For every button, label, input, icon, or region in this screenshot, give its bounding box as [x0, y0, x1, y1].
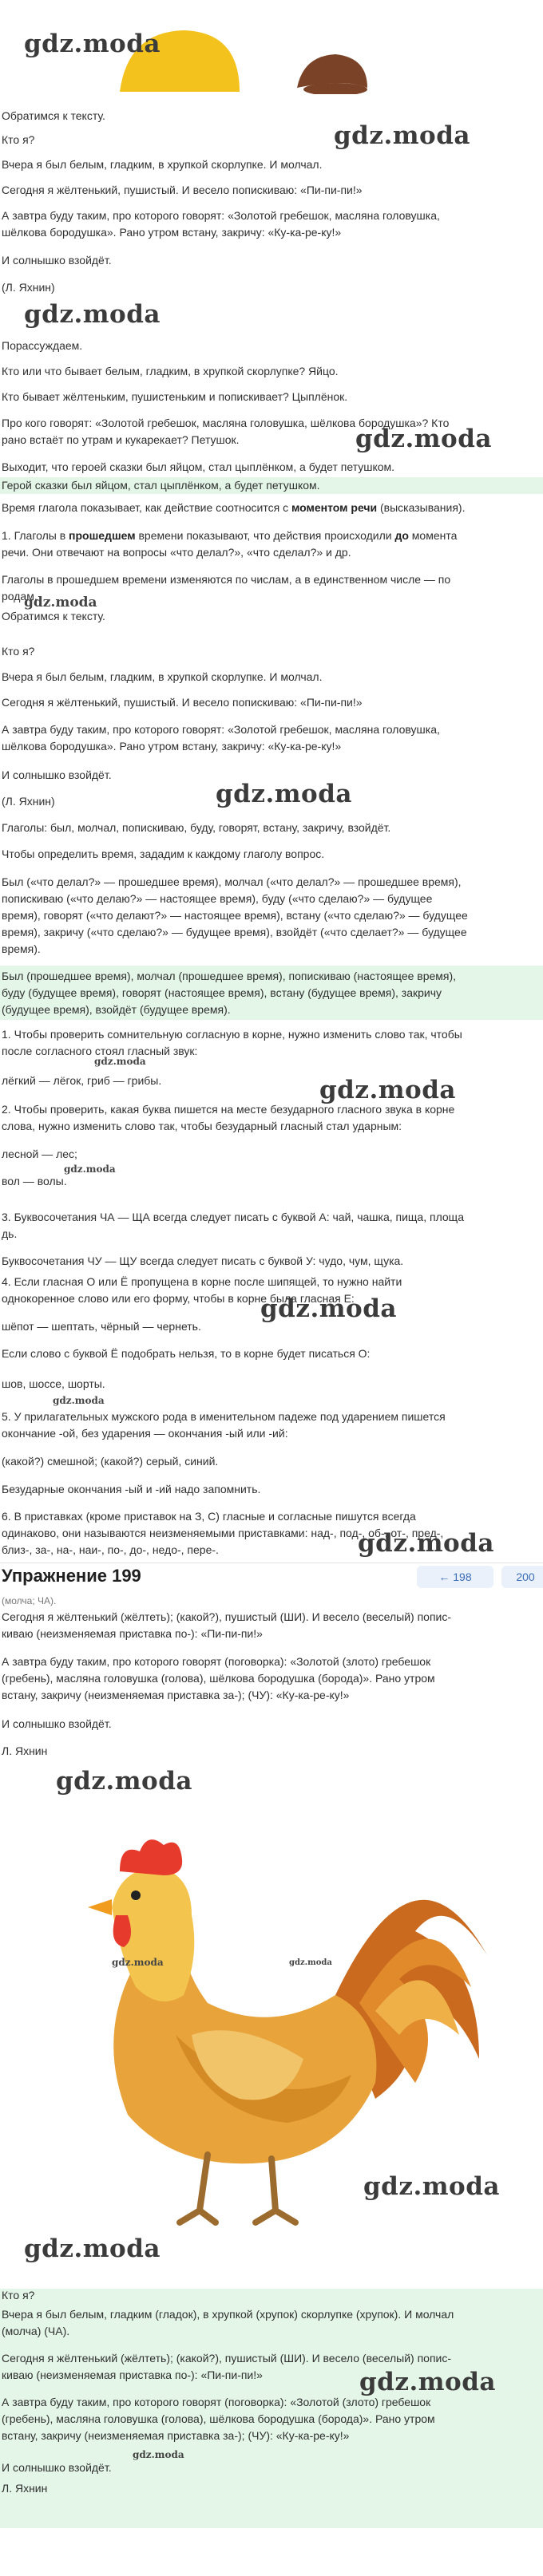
rule-text: Время глагола показывает, как действие соотносится с [2, 501, 291, 514]
text-line: киваю (неизменяемая приставка по-): «Пи-пи-пи!» [2, 2369, 263, 2381]
text-line: однокоренное слово или его форму, чтобы в корне была гласная Е: [2, 1292, 355, 1305]
text-line: (гребень), масляна головушка (голова), шёлкова бородушка (борода)». Рано утром [2, 1672, 435, 1685]
example-line: вол — волы. [2, 1175, 67, 1187]
answer-line: (будущее время), взойдёт (будущее время). [2, 1003, 231, 1016]
text-line: Выходит, что героей сказки был яйцом, стал цыплёнком, а будет петушком. [2, 460, 395, 473]
text-line: Кто бывает жёлтеньким, пушистеньким и попискивает? Цыплёнок. [2, 390, 348, 403]
text-line: Был («что делал?» — прошедшее время), молчал («что делал?» — прошедшее время), [2, 875, 462, 888]
next-exercise-button[interactable] [501, 1566, 543, 1588]
answer-line: Был (прошедшее время), молчал (прошедшее время), попискиваю (настоящее время), [2, 970, 457, 982]
text-line: А завтра буду таким, про которого говорят (поговорка): «Золотой (злото) гребешок [2, 1655, 431, 1668]
text-line: рано встаёт по утрам и кукарекает? Петушок. [2, 433, 240, 446]
watermark: gdz.moda [64, 1164, 116, 1175]
answer-line: Герой сказки был яйцом, стал цыплёнком, а будет петушком. [0, 477, 543, 494]
text-line: Глаголы в прошедшем времени изменяются по числам, а в единственном числе — по [2, 573, 451, 586]
watermark: gdz.moda [260, 1294, 397, 1323]
prev-exercise-button[interactable] [417, 1566, 493, 1588]
text-line: шёлкова бородушка». Рано утром встану, закричу: «Ку-ка-ре-ку!» [2, 740, 342, 753]
text-line: 1. Чтобы проверить сомнительную согласную в корне, нужно изменить слово так, чтобы [2, 1028, 462, 1041]
text-line: 4. Если гласная О или Ё пропущена в корне после шипящей, то нужно найти [2, 1275, 402, 1288]
text-line: речи. Они отвечают на вопросы «что делал?», «что сделал?» и др. [2, 546, 351, 559]
example-line: шов, шоссе, шорты. [2, 1377, 105, 1390]
text-line: 3. Буквосочетания ЧА — ЩА всегда следует писать с буквой А: чай, чашка, пища, площа [2, 1211, 464, 1223]
text-line: 2. Чтобы проверить, какая буква пишется на месте безударного гласного звука в корне [2, 1103, 455, 1116]
rule-text: момента [408, 529, 458, 542]
watermark: gdz.moda [24, 595, 97, 610]
exercise-title: Упражнение 199 [2, 1566, 141, 1586]
example-line: лесной — лес; [2, 1148, 77, 1160]
text-line: Л. Яхнин [2, 2482, 48, 2495]
watermark: gdz.moda [363, 2172, 500, 2201]
rule-bold: до [394, 529, 409, 542]
watermark: gdz.moda [24, 300, 161, 329]
watermark: gdz.moda [94, 1056, 146, 1067]
text-line: И солнышко взойдёт. [2, 254, 112, 267]
watermark: gdz.moda [53, 1395, 105, 1406]
rule-bold: моментом речи [291, 501, 378, 514]
text-line: Кто я? [2, 645, 35, 658]
text-line: Обратимся к тексту. [2, 610, 105, 622]
text-line: встану, закричу (неизменяемая приставка за-); (ЧУ): «Ку-ка-ре-ку!» [2, 1689, 350, 1701]
text-line: А завтра буду таким, про которого говорят: «Золотой гребешок, масляна головушка, [2, 723, 440, 736]
text-line: (какой?) смешной; (какой?) серый, синий. [2, 1455, 219, 1468]
rule-bold: прошедшем [69, 529, 136, 542]
watermark: gdz.moda [24, 30, 161, 58]
text-line: окончание -ой, без ударения — окончания -ый или -ий: [2, 1427, 288, 1440]
text-line: Кто я? [2, 133, 35, 146]
text-line: Л. Яхнин [2, 1744, 48, 1757]
rule-intro [2, 500, 540, 516]
text-line: Если слово с буквой Ё подобрать нельзя, то в корне будет писаться О: [2, 1347, 371, 1360]
example-line: лёгкий — лёгок, гриб — грибы. [2, 1074, 162, 1087]
text-line: одинаково, они называются неизменяемыми приставками: над-, под-, об-, от-, пред-, [2, 1527, 444, 1539]
text-line: А завтра буду таким, про которого говорят (поговорка): «Золотой (злото) гребешок [2, 2396, 431, 2408]
text-line: (Л. Яхнин) [2, 795, 55, 808]
text-line: Сегодня я жёлтенький (жёлтеть); (какой?), пушистый (ШИ). И весело (веселый) попис- [2, 2352, 452, 2365]
watermark: gdz.moda [216, 780, 352, 808]
watermark: gdz.moda [334, 121, 470, 150]
text-line: встану, закричу (неизменяемая приставка за-); (ЧУ): «Ку-ка-ре-ку!» [2, 2429, 350, 2442]
text-line: Кто я? [2, 2289, 35, 2301]
text-line: Глаголы: был, молчал, попискиваю, буду, говорят, встану, закричу, взойдёт. [2, 821, 391, 834]
prev-exercise-label: 198 [453, 1570, 472, 1583]
text-line: шёлкова бородушка». Рано утром встану, закричу: «Ку-ка-ре-ку!» [2, 226, 342, 239]
text-line: (молча) (ЧА). [2, 2325, 70, 2337]
text-line: время), говорят («что делают?» — настоящее время), встану («что сделаю?» — будущее [2, 909, 468, 922]
example-line: шёпот — шептать, чёрный — чернеть. [2, 1320, 201, 1333]
watermark: gdz.moda [359, 2368, 496, 2396]
text-line: (гребень), масляна головушка (голова), шёлкова бородушка (борода)». Рано утром [2, 2412, 435, 2425]
text-line: близ-, за-, на-, наи-, по-, до-, недо-, пере-. [2, 1543, 219, 1556]
rule-1 [2, 527, 540, 544]
text-line: Безударные окончания -ый и -ий надо запомнить. [2, 1483, 261, 1495]
text-line: попискиваю («что делаю?» — настоящее время), буду («что сделаю?» — будущее [2, 892, 433, 905]
watermark: gdz.moda [289, 1958, 332, 1967]
watermark: gdz.moda [319, 1076, 456, 1104]
text-line: Вчера я был белым, гладким, в хрупкой скорлупке. И молчал. [2, 670, 323, 683]
text-line: время). [2, 942, 41, 955]
rule-text: 1. Глаголы в [2, 529, 69, 542]
text-line: И солнышко взойдёт. [2, 1717, 112, 1730]
text-line: 5. У прилагательных мужского рода в именительном падеже под ударением пишется [2, 1410, 446, 1423]
text-line: Вчера я был белым, гладким, в хрупкой скорлупке. И молчал. [2, 158, 323, 171]
watermark: gdz.moda [24, 2234, 161, 2263]
next-exercise-label: 200 [516, 1570, 535, 1583]
text-line: Буквосочетания ЧУ — ЩУ всегда следует писать с буквой У: чудо, чум, щука. [2, 1254, 404, 1267]
text-line: (Л. Яхнин) [2, 281, 55, 294]
text-line: Кто или что бывает белым, гладким, в хрупкой скорлупке? Яйцо. [2, 365, 339, 377]
text-line: И солнышко взойдёт. [2, 768, 112, 781]
watermark: gdz.moda [355, 425, 492, 453]
answer-line: буду (будущее время), говорят (настоящее время), встану (будущее время), закричу [2, 986, 442, 999]
watermark: gdz.moda [358, 1529, 494, 1558]
text-line: И солнышко взойдёт. [2, 2461, 112, 2474]
text-line: Обратимся к тексту. [2, 109, 105, 122]
text-line: Сегодня я жёлтенький (жёлтеть); (какой?), пушистый (ШИ). И весело (веселый) попис- [2, 1610, 452, 1623]
text-line: киваю (неизменяемая приставка по-): «Пи-пи-пи!» [2, 1627, 263, 1640]
text-line: слова, нужно изменить слово так, чтобы безударный гласный стал ударным: [2, 1120, 402, 1132]
text-line: Сегодня я жёлтенький, пушистый. И весело попискиваю: «Пи-пи-пи!» [2, 696, 363, 709]
text-line: А завтра буду таким, про которого говорят: «Золотой гребешок, масляна головушка, [2, 209, 440, 222]
rule-text: времени показывают, что действия происходили [135, 529, 395, 542]
arrow-left-icon: ← [438, 1570, 450, 1583]
text-line: 6. В приставках (кроме приставок на З, С) гласные и согласные пишутся всегда [2, 1510, 416, 1523]
watermark: gdz.moda [56, 1767, 192, 1796]
text-line: Сегодня я жёлтенький, пушистый. И весело попискиваю: «Пи-пи-пи!» [2, 184, 363, 196]
watermark: gdz.moda [133, 2449, 184, 2460]
text-line: после согласного стоял гласный звук: [2, 1045, 198, 1057]
text-line: время), закричу («что сделаю?» — будущее время), взойдёт («что сделает?» — будущее [2, 926, 467, 938]
text-line: Вчера я был белым, гладким (гладок), в хрупкой (хрупок) скорлупке (хрупок). И молчал [2, 2308, 454, 2321]
text-line: Чтобы определить время, зададим к каждому глаголу вопрос. [2, 847, 325, 860]
text-line: дь. [2, 1227, 18, 1240]
rule-text: (высказывания). [377, 501, 466, 514]
text-line: Порассуждаем. [2, 339, 83, 352]
text-line: родам. [2, 590, 38, 603]
watermark: gdz.moda [112, 1957, 164, 1968]
text-line: Про кого говорят: «Золотой гребешок, масляна головушка, шёлкова бородушка»? Кто [2, 417, 450, 429]
text-line: (молча; ЧА). [2, 1595, 57, 1606]
